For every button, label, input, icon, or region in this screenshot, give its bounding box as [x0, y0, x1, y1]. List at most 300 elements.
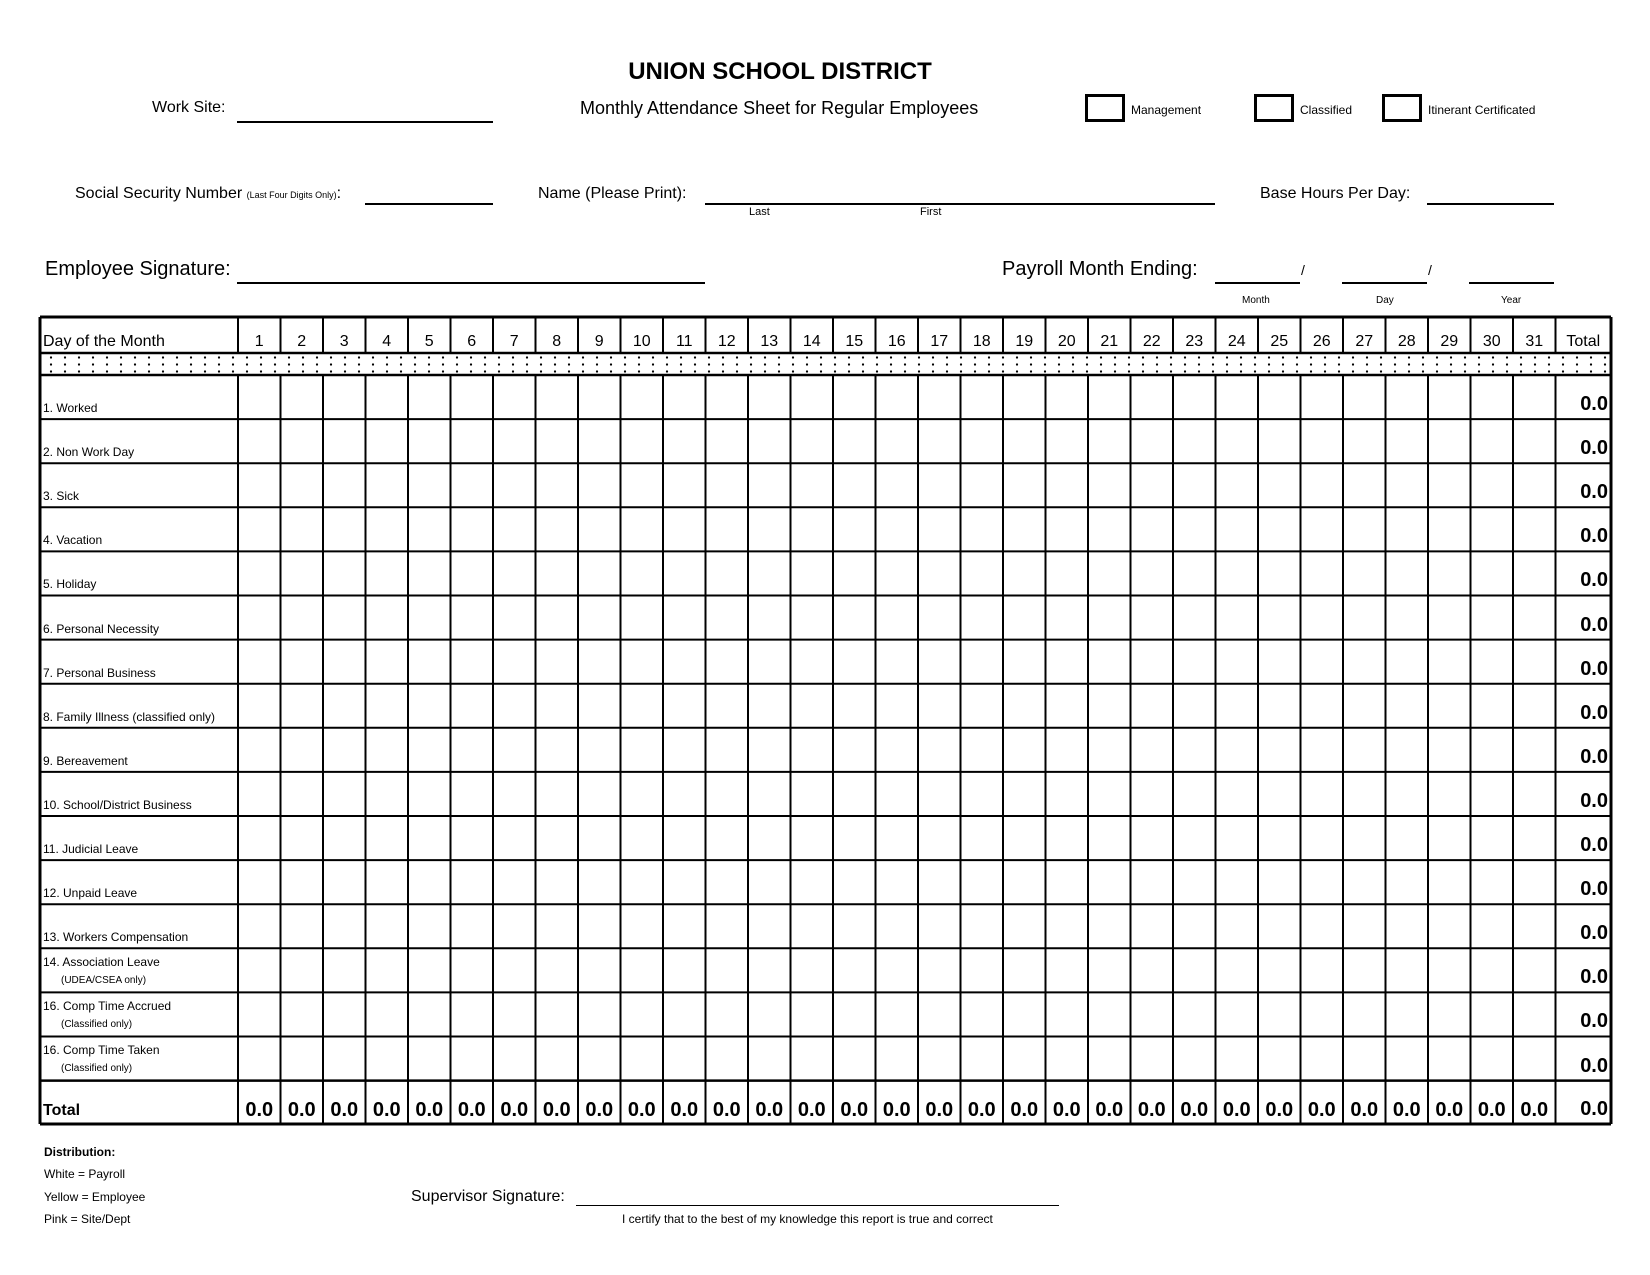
attendance-cell[interactable] — [791, 375, 834, 419]
attendance-cell[interactable] — [1258, 596, 1301, 640]
attendance-cell[interactable] — [1173, 640, 1216, 684]
attendance-cell[interactable] — [1513, 904, 1556, 948]
attendance-cell[interactable] — [1131, 728, 1174, 772]
attendance-cell[interactable] — [1513, 596, 1556, 640]
attendance-cell[interactable] — [281, 640, 324, 684]
payroll-day-field[interactable] — [1342, 282, 1427, 284]
attendance-cell[interactable] — [323, 375, 366, 419]
work-site-field[interactable] — [237, 121, 493, 123]
attendance-cell[interactable] — [1088, 375, 1131, 419]
attendance-cell[interactable] — [833, 816, 876, 860]
attendance-cell[interactable] — [961, 860, 1004, 904]
attendance-cell[interactable] — [1046, 772, 1089, 816]
attendance-cell[interactable] — [578, 728, 621, 772]
attendance-cell[interactable] — [748, 640, 791, 684]
attendance-cell[interactable] — [663, 463, 706, 507]
attendance-cell[interactable] — [833, 728, 876, 772]
attendance-cell[interactable] — [1301, 551, 1344, 595]
attendance-cell[interactable] — [451, 1037, 494, 1081]
attendance-cell[interactable] — [621, 860, 664, 904]
attendance-cell[interactable] — [1131, 640, 1174, 684]
attendance-cell[interactable] — [791, 728, 834, 772]
attendance-cell[interactable] — [1216, 860, 1259, 904]
attendance-cell[interactable] — [366, 728, 409, 772]
attendance-cell[interactable] — [748, 684, 791, 728]
attendance-cell[interactable] — [408, 551, 451, 595]
attendance-cell[interactable] — [876, 684, 919, 728]
attendance-cell[interactable] — [748, 816, 791, 860]
attendance-cell[interactable] — [1003, 772, 1046, 816]
attendance-cell[interactable] — [833, 772, 876, 816]
attendance-cell[interactable] — [791, 816, 834, 860]
attendance-cell[interactable] — [1003, 419, 1046, 463]
attendance-cell[interactable] — [663, 507, 706, 551]
attendance-cell[interactable] — [1513, 507, 1556, 551]
attendance-cell[interactable] — [1301, 948, 1344, 992]
attendance-cell[interactable] — [663, 551, 706, 595]
attendance-cell[interactable] — [706, 596, 749, 640]
attendance-cell[interactable] — [366, 419, 409, 463]
attendance-cell[interactable] — [408, 640, 451, 684]
attendance-cell[interactable] — [281, 816, 324, 860]
attendance-cell[interactable] — [451, 728, 494, 772]
attendance-cell[interactable] — [1258, 728, 1301, 772]
attendance-cell[interactable] — [706, 948, 749, 992]
attendance-cell[interactable] — [748, 596, 791, 640]
attendance-cell[interactable] — [1088, 816, 1131, 860]
attendance-cell[interactable] — [918, 507, 961, 551]
supervisor-signature-field[interactable] — [576, 1205, 1059, 1206]
attendance-cell[interactable] — [1216, 728, 1259, 772]
attendance-cell[interactable] — [281, 904, 324, 948]
attendance-cell[interactable] — [493, 463, 536, 507]
attendance-cell[interactable] — [748, 375, 791, 419]
attendance-cell[interactable] — [366, 375, 409, 419]
attendance-cell[interactable] — [748, 507, 791, 551]
attendance-cell[interactable] — [1301, 419, 1344, 463]
attendance-cell[interactable] — [663, 772, 706, 816]
attendance-cell[interactable] — [1301, 772, 1344, 816]
attendance-cell[interactable] — [876, 463, 919, 507]
attendance-cell[interactable] — [1173, 860, 1216, 904]
attendance-cell[interactable] — [536, 684, 579, 728]
attendance-cell[interactable] — [918, 816, 961, 860]
attendance-cell[interactable] — [791, 772, 834, 816]
attendance-cell[interactable] — [748, 904, 791, 948]
attendance-cell[interactable] — [451, 640, 494, 684]
attendance-cell[interactable] — [536, 728, 579, 772]
attendance-cell[interactable] — [1513, 463, 1556, 507]
attendance-cell[interactable] — [791, 463, 834, 507]
attendance-cell[interactable] — [281, 772, 324, 816]
attendance-cell[interactable] — [876, 551, 919, 595]
attendance-cell[interactable] — [366, 640, 409, 684]
attendance-cell[interactable] — [451, 992, 494, 1036]
attendance-cell[interactable] — [1513, 1037, 1556, 1081]
attendance-cell[interactable] — [918, 463, 961, 507]
attendance-cell[interactable] — [578, 463, 621, 507]
attendance-cell[interactable] — [1301, 375, 1344, 419]
attendance-cell[interactable] — [323, 728, 366, 772]
attendance-cell[interactable] — [366, 596, 409, 640]
attendance-cell[interactable] — [493, 419, 536, 463]
attendance-cell[interactable] — [833, 419, 876, 463]
attendance-cell[interactable] — [536, 948, 579, 992]
attendance-cell[interactable] — [748, 419, 791, 463]
attendance-cell[interactable] — [281, 1037, 324, 1081]
attendance-cell[interactable] — [1046, 684, 1089, 728]
attendance-cell[interactable] — [621, 816, 664, 860]
attendance-cell[interactable] — [536, 551, 579, 595]
attendance-cell[interactable] — [1471, 507, 1514, 551]
attendance-cell[interactable] — [1216, 551, 1259, 595]
attendance-cell[interactable] — [1173, 816, 1216, 860]
attendance-cell[interactable] — [833, 948, 876, 992]
payroll-year-field[interactable] — [1469, 282, 1554, 284]
attendance-cell[interactable] — [238, 948, 281, 992]
attendance-cell[interactable] — [536, 463, 579, 507]
attendance-cell[interactable] — [918, 860, 961, 904]
attendance-cell[interactable] — [1428, 463, 1471, 507]
attendance-cell[interactable] — [323, 1037, 366, 1081]
attendance-cell[interactable] — [706, 640, 749, 684]
attendance-cell[interactable] — [1343, 816, 1386, 860]
attendance-cell[interactable] — [493, 551, 536, 595]
attendance-cell[interactable] — [1131, 419, 1174, 463]
attendance-cell[interactable] — [1343, 728, 1386, 772]
attendance-cell[interactable] — [1088, 992, 1131, 1036]
attendance-cell[interactable] — [408, 772, 451, 816]
attendance-cell[interactable] — [238, 596, 281, 640]
attendance-cell[interactable] — [1301, 463, 1344, 507]
attendance-cell[interactable] — [706, 860, 749, 904]
attendance-cell[interactable] — [1428, 419, 1471, 463]
attendance-cell[interactable] — [1428, 551, 1471, 595]
attendance-cell[interactable] — [536, 1037, 579, 1081]
attendance-cell[interactable] — [578, 860, 621, 904]
attendance-cell[interactable] — [961, 551, 1004, 595]
attendance-cell[interactable] — [366, 948, 409, 992]
attendance-cell[interactable] — [791, 596, 834, 640]
attendance-cell[interactable] — [281, 860, 324, 904]
attendance-cell[interactable] — [1301, 816, 1344, 860]
attendance-cell[interactable] — [408, 419, 451, 463]
attendance-cell[interactable] — [748, 463, 791, 507]
attendance-cell[interactable] — [1046, 992, 1089, 1036]
attendance-cell[interactable] — [1471, 1037, 1514, 1081]
attendance-cell[interactable] — [281, 684, 324, 728]
attendance-cell[interactable] — [663, 728, 706, 772]
attendance-cell[interactable] — [1216, 640, 1259, 684]
attendance-cell[interactable] — [408, 904, 451, 948]
attendance-cell[interactable] — [1173, 904, 1216, 948]
attendance-cell[interactable] — [791, 948, 834, 992]
attendance-cell[interactable] — [1003, 860, 1046, 904]
attendance-cell[interactable] — [706, 1037, 749, 1081]
attendance-cell[interactable] — [1003, 596, 1046, 640]
attendance-cell[interactable] — [1513, 816, 1556, 860]
attendance-cell[interactable] — [1386, 684, 1429, 728]
attendance-cell[interactable] — [1216, 948, 1259, 992]
attendance-cell[interactable] — [1428, 507, 1471, 551]
attendance-cell[interactable] — [876, 596, 919, 640]
attendance-cell[interactable] — [1131, 860, 1174, 904]
attendance-cell[interactable] — [451, 375, 494, 419]
attendance-cell[interactable] — [1343, 419, 1386, 463]
attendance-cell[interactable] — [1471, 992, 1514, 1036]
attendance-cell[interactable] — [791, 992, 834, 1036]
attendance-cell[interactable] — [323, 948, 366, 992]
attendance-cell[interactable] — [1088, 640, 1131, 684]
attendance-cell[interactable] — [1301, 904, 1344, 948]
attendance-cell[interactable] — [281, 463, 324, 507]
attendance-cell[interactable] — [493, 992, 536, 1036]
attendance-cell[interactable] — [536, 860, 579, 904]
attendance-cell[interactable] — [1301, 596, 1344, 640]
attendance-cell[interactable] — [1513, 375, 1556, 419]
attendance-cell[interactable] — [1003, 1037, 1046, 1081]
attendance-cell[interactable] — [323, 551, 366, 595]
attendance-cell[interactable] — [706, 419, 749, 463]
attendance-cell[interactable] — [1046, 728, 1089, 772]
attendance-cell[interactable] — [1386, 816, 1429, 860]
attendance-cell[interactable] — [451, 596, 494, 640]
attendance-cell[interactable] — [366, 551, 409, 595]
attendance-cell[interactable] — [791, 507, 834, 551]
attendance-cell[interactable] — [1173, 948, 1216, 992]
attendance-cell[interactable] — [408, 375, 451, 419]
attendance-cell[interactable] — [238, 992, 281, 1036]
attendance-cell[interactable] — [1003, 684, 1046, 728]
attendance-cell[interactable] — [1513, 860, 1556, 904]
attendance-cell[interactable] — [578, 684, 621, 728]
attendance-cell[interactable] — [876, 992, 919, 1036]
attendance-cell[interactable] — [876, 728, 919, 772]
attendance-cell[interactable] — [918, 948, 961, 992]
attendance-cell[interactable] — [1216, 507, 1259, 551]
attendance-cell[interactable] — [833, 904, 876, 948]
attendance-cell[interactable] — [323, 816, 366, 860]
attendance-cell[interactable] — [961, 375, 1004, 419]
attendance-cell[interactable] — [1131, 816, 1174, 860]
attendance-cell[interactable] — [451, 507, 494, 551]
attendance-cell[interactable] — [1258, 640, 1301, 684]
attendance-cell[interactable] — [918, 772, 961, 816]
attendance-cell[interactable] — [1386, 772, 1429, 816]
payroll-month-field[interactable] — [1215, 282, 1300, 284]
attendance-cell[interactable] — [1428, 375, 1471, 419]
attendance-cell[interactable] — [1173, 596, 1216, 640]
attendance-cell[interactable] — [1046, 948, 1089, 992]
attendance-cell[interactable] — [1258, 904, 1301, 948]
attendance-cell[interactable] — [323, 772, 366, 816]
attendance-cell[interactable] — [1471, 551, 1514, 595]
attendance-cell[interactable] — [1216, 684, 1259, 728]
attendance-cell[interactable] — [536, 596, 579, 640]
attendance-cell[interactable] — [1386, 375, 1429, 419]
attendance-cell[interactable] — [1471, 375, 1514, 419]
attendance-cell[interactable] — [961, 772, 1004, 816]
attendance-cell[interactable] — [1046, 375, 1089, 419]
attendance-cell[interactable] — [536, 507, 579, 551]
attendance-cell[interactable] — [1046, 419, 1089, 463]
attendance-cell[interactable] — [1131, 992, 1174, 1036]
attendance-cell[interactable] — [281, 992, 324, 1036]
attendance-cell[interactable] — [1428, 640, 1471, 684]
attendance-cell[interactable] — [238, 419, 281, 463]
attendance-cell[interactable] — [663, 948, 706, 992]
attendance-cell[interactable] — [706, 816, 749, 860]
attendance-cell[interactable] — [1131, 948, 1174, 992]
attendance-cell[interactable] — [1003, 948, 1046, 992]
attendance-cell[interactable] — [1386, 1037, 1429, 1081]
attendance-cell[interactable] — [408, 860, 451, 904]
attendance-cell[interactable] — [833, 507, 876, 551]
attendance-cell[interactable] — [1046, 507, 1089, 551]
attendance-cell[interactable] — [1471, 904, 1514, 948]
attendance-cell[interactable] — [663, 684, 706, 728]
attendance-cell[interactable] — [1471, 596, 1514, 640]
attendance-cell[interactable] — [1386, 463, 1429, 507]
attendance-cell[interactable] — [1513, 992, 1556, 1036]
attendance-cell[interactable] — [1131, 684, 1174, 728]
attendance-cell[interactable] — [408, 816, 451, 860]
attendance-cell[interactable] — [281, 596, 324, 640]
attendance-cell[interactable] — [493, 816, 536, 860]
attendance-cell[interactable] — [1003, 728, 1046, 772]
attendance-cell[interactable] — [833, 684, 876, 728]
attendance-cell[interactable] — [1428, 772, 1471, 816]
attendance-cell[interactable] — [663, 640, 706, 684]
attendance-cell[interactable] — [1343, 772, 1386, 816]
attendance-cell[interactable] — [1301, 640, 1344, 684]
itinerant-certificated-checkbox[interactable] — [1382, 94, 1422, 122]
attendance-cell[interactable] — [1173, 463, 1216, 507]
attendance-cell[interactable] — [1471, 419, 1514, 463]
attendance-cell[interactable] — [918, 684, 961, 728]
attendance-cell[interactable] — [1258, 1037, 1301, 1081]
ssn-field[interactable] — [365, 203, 493, 205]
attendance-cell[interactable] — [1471, 684, 1514, 728]
attendance-cell[interactable] — [748, 728, 791, 772]
attendance-cell[interactable] — [1386, 640, 1429, 684]
attendance-cell[interactable] — [1471, 860, 1514, 904]
attendance-cell[interactable] — [323, 596, 366, 640]
attendance-cell[interactable] — [1343, 904, 1386, 948]
attendance-cell[interactable] — [1046, 463, 1089, 507]
attendance-cell[interactable] — [493, 375, 536, 419]
attendance-cell[interactable] — [493, 684, 536, 728]
attendance-cell[interactable] — [1386, 728, 1429, 772]
attendance-cell[interactable] — [1003, 375, 1046, 419]
attendance-cell[interactable] — [961, 816, 1004, 860]
attendance-cell[interactable] — [281, 728, 324, 772]
attendance-cell[interactable] — [408, 728, 451, 772]
attendance-cell[interactable] — [1343, 551, 1386, 595]
attendance-cell[interactable] — [621, 596, 664, 640]
attendance-cell[interactable] — [1301, 507, 1344, 551]
attendance-cell[interactable] — [833, 551, 876, 595]
attendance-cell[interactable] — [1216, 816, 1259, 860]
attendance-cell[interactable] — [408, 596, 451, 640]
attendance-cell[interactable] — [621, 684, 664, 728]
attendance-cell[interactable] — [1003, 640, 1046, 684]
attendance-cell[interactable] — [1386, 419, 1429, 463]
attendance-cell[interactable] — [706, 904, 749, 948]
attendance-cell[interactable] — [748, 1037, 791, 1081]
attendance-cell[interactable] — [238, 860, 281, 904]
attendance-cell[interactable] — [578, 640, 621, 684]
attendance-cell[interactable] — [918, 419, 961, 463]
attendance-cell[interactable] — [1173, 419, 1216, 463]
attendance-cell[interactable] — [451, 684, 494, 728]
attendance-cell[interactable] — [961, 640, 1004, 684]
attendance-cell[interactable] — [1471, 948, 1514, 992]
attendance-cell[interactable] — [918, 640, 961, 684]
attendance-cell[interactable] — [1386, 596, 1429, 640]
attendance-cell[interactable] — [748, 948, 791, 992]
attendance-cell[interactable] — [1471, 816, 1514, 860]
attendance-cell[interactable] — [366, 772, 409, 816]
attendance-cell[interactable] — [1088, 507, 1131, 551]
attendance-cell[interactable] — [876, 904, 919, 948]
attendance-cell[interactable] — [493, 728, 536, 772]
attendance-cell[interactable] — [578, 1037, 621, 1081]
attendance-cell[interactable] — [833, 1037, 876, 1081]
attendance-cell[interactable] — [961, 596, 1004, 640]
attendance-cell[interactable] — [748, 860, 791, 904]
attendance-cell[interactable] — [961, 904, 1004, 948]
attendance-cell[interactable] — [281, 551, 324, 595]
attendance-cell[interactable] — [1301, 1037, 1344, 1081]
attendance-cell[interactable] — [578, 551, 621, 595]
attendance-cell[interactable] — [1088, 728, 1131, 772]
attendance-cell[interactable] — [918, 551, 961, 595]
attendance-cell[interactable] — [578, 507, 621, 551]
attendance-cell[interactable] — [1003, 992, 1046, 1036]
attendance-cell[interactable] — [876, 948, 919, 992]
attendance-cell[interactable] — [281, 375, 324, 419]
attendance-cell[interactable] — [536, 772, 579, 816]
attendance-cell[interactable] — [1428, 816, 1471, 860]
attendance-cell[interactable] — [1471, 463, 1514, 507]
attendance-cell[interactable] — [1046, 1037, 1089, 1081]
attendance-cell[interactable] — [1173, 992, 1216, 1036]
attendance-cell[interactable] — [408, 507, 451, 551]
attendance-cell[interactable] — [493, 596, 536, 640]
attendance-cell[interactable] — [961, 728, 1004, 772]
attendance-cell[interactable] — [578, 904, 621, 948]
attendance-cell[interactable] — [451, 860, 494, 904]
attendance-cell[interactable] — [706, 772, 749, 816]
attendance-cell[interactable] — [621, 375, 664, 419]
attendance-cell[interactable] — [1428, 904, 1471, 948]
attendance-cell[interactable] — [323, 860, 366, 904]
attendance-cell[interactable] — [366, 463, 409, 507]
attendance-cell[interactable] — [408, 463, 451, 507]
attendance-cell[interactable] — [238, 728, 281, 772]
attendance-cell[interactable] — [1216, 596, 1259, 640]
attendance-cell[interactable] — [621, 507, 664, 551]
attendance-cell[interactable] — [536, 904, 579, 948]
attendance-cell[interactable] — [1343, 992, 1386, 1036]
attendance-cell[interactable] — [1131, 596, 1174, 640]
attendance-cell[interactable] — [366, 860, 409, 904]
attendance-cell[interactable] — [1173, 375, 1216, 419]
attendance-cell[interactable] — [323, 419, 366, 463]
attendance-cell[interactable] — [1003, 904, 1046, 948]
attendance-cell[interactable] — [961, 684, 1004, 728]
